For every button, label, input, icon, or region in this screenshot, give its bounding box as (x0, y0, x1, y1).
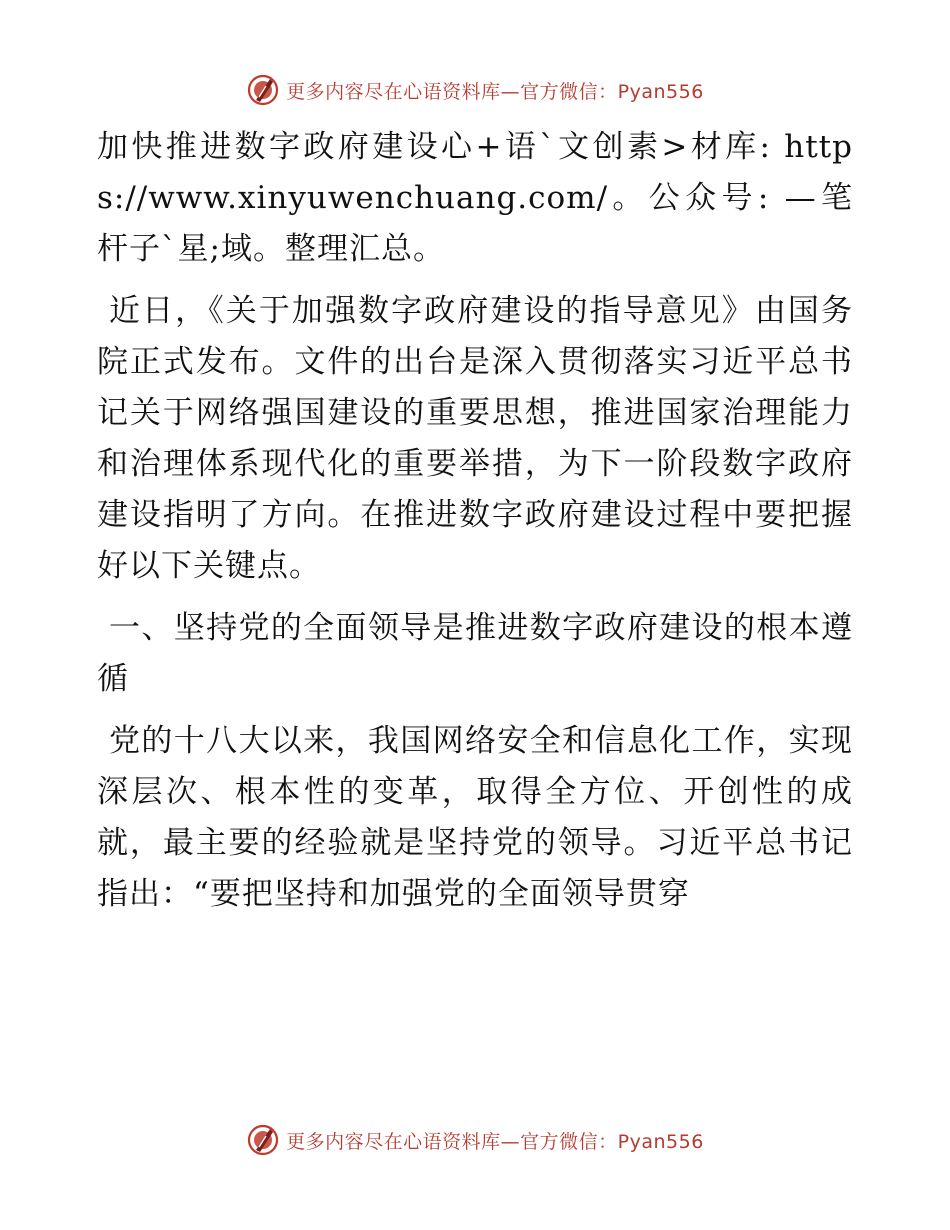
paragraph: 加快推进数字政府建设心+语`文创素>材库: https://www.xinyuwenchuang.com/。公众号: —笔杆子`星;域。整理汇总。 (97, 129, 853, 267)
header-watermark (0, 70, 950, 110)
quill-seal-icon (246, 73, 280, 107)
section-heading: 一、坚持党的全面领导是推进数字政府建设的根本遵循 (97, 610, 853, 697)
watermark-text: 更多内容尽在心语资料库—官方微信：Pyan556 (286, 1130, 704, 1153)
paragraph: 近日，《关于加强数字政府建设的指导意见》由国务院正式发布。文件的出台是深入贯彻落实习近平总书记关于网络强国建设的重要思想，推进国家治理能力和治理体系现代化的重要举措，为下一阶段数字政府建设指明了方向。在推进数字政府建设过程中要把握好以下关键点。 (97, 293, 853, 584)
document-body (97, 122, 853, 931)
quill-seal-icon (246, 1123, 280, 1157)
footer-watermark (0, 1120, 950, 1160)
paragraph: 党的十八大以来，我国网络安全和信息化工作，实现深层次、根本性的变革，取得全方位、开创性的成就，最主要的经验就是坚持党的领导。习近平总书记指出：“要把坚持和加强党的全面领导贯穿 (97, 723, 853, 912)
watermark-text: 更多内容尽在心语资料库—官方微信：Pyan556 (286, 80, 704, 103)
